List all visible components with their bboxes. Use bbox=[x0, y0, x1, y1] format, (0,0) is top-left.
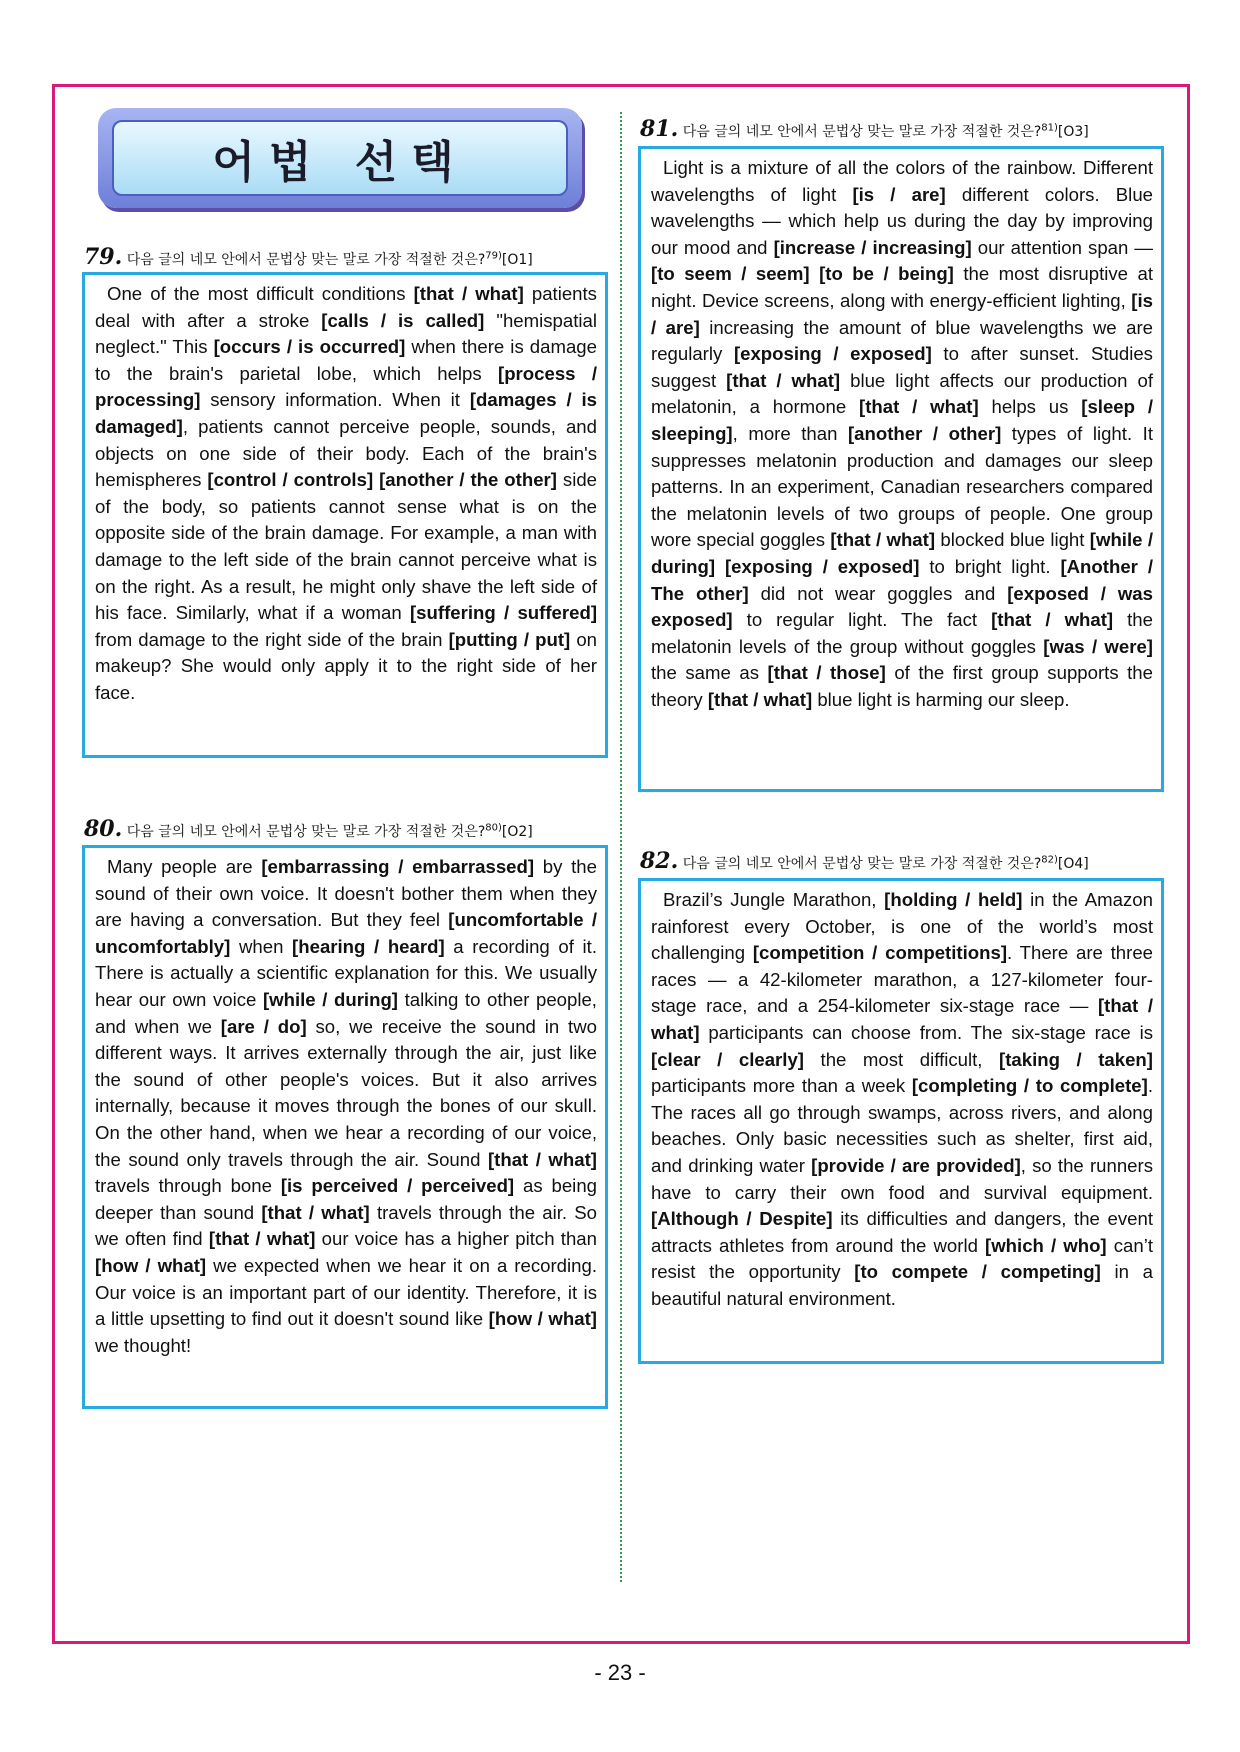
passage-segment: to bright light. bbox=[919, 555, 1061, 577]
question-code: [O4] bbox=[1057, 856, 1089, 872]
column-divider bbox=[620, 112, 622, 1582]
page-number: - 23 - bbox=[594, 1660, 646, 1685]
grammar-choice: [competition / competitions] bbox=[752, 942, 1008, 964]
passage-segment: "hemispatial neglect." This bbox=[95, 309, 597, 358]
grammar-choice: [that / what] bbox=[413, 283, 524, 304]
grammar-choice: [exposing / exposed] bbox=[733, 343, 932, 365]
question-80-header bbox=[84, 816, 533, 842]
question-code: [O1] bbox=[501, 252, 533, 268]
passage-segment: our voice has a higher pitch than bbox=[315, 1228, 597, 1250]
grammar-choice: [that / what] bbox=[487, 1148, 597, 1170]
grammar-choice: [another / the other] bbox=[379, 469, 557, 491]
passage-text bbox=[651, 155, 1153, 713]
question-code: [O2] bbox=[501, 824, 533, 840]
passage-segment: blue light is harming our sleep. bbox=[812, 688, 1070, 710]
grammar-choice: [increase / increasing] bbox=[773, 236, 972, 258]
grammar-choice: [that / what] bbox=[726, 369, 841, 391]
question-prompt: 다음 글의 네모 안에서 문법상 맞는 말로 가장 적절한 것은? bbox=[682, 856, 1042, 872]
question-79-header bbox=[84, 244, 533, 270]
passage-segment: travels through the air. So we often find bbox=[95, 1201, 597, 1250]
grammar-choice: [that / what] bbox=[651, 995, 1153, 1043]
passage-segment: travels through bone bbox=[95, 1175, 281, 1197]
grammar-choice: [Another / The other] bbox=[651, 555, 1153, 604]
passage-segment: , more than bbox=[732, 422, 848, 444]
grammar-choice: [how / what] bbox=[488, 1308, 597, 1330]
question-code: [O3] bbox=[1057, 124, 1089, 140]
question-81-header bbox=[640, 116, 1089, 142]
passage-segment: Brazil’s Jungle Marathon, bbox=[663, 889, 885, 910]
passage-segment: blocked blue light bbox=[935, 529, 1090, 551]
passage-segment: . The races all go through swamps, across rivers, and along beaches. Only basic necessities such as shelter, first aid, and drinking water bbox=[651, 1075, 1153, 1176]
grammar-choice: [while / during] bbox=[651, 529, 1153, 577]
grammar-choice: [calls / is called] bbox=[321, 309, 485, 331]
passage-segment: patients deal with after a stroke bbox=[95, 283, 597, 331]
grammar-choice: [that / those] bbox=[767, 662, 886, 684]
passage-segment: the most difficult, bbox=[804, 1048, 1000, 1070]
grammar-choice: [provide / are provided] bbox=[811, 1154, 1021, 1176]
passage-segment: side of the body, so patients cannot sense what is on the opposite side of the brain damage. For example, a man with damage to the left side of the brain cannot perceive what is on the right. As a result, he might only shave the left side of his face. Similarly, what if a woman bbox=[95, 469, 598, 624]
passage-segment: the same as bbox=[651, 662, 768, 684]
passage-segment: when bbox=[230, 935, 293, 957]
grammar-choice: [completing / to complete] bbox=[911, 1075, 1148, 1097]
passage-segment: types of light. It suppresses melatonin production and damages our sleep patterns. In an experiment, Canadian researchers compared the melatonin levels of two groups of people. One group wore special goggles bbox=[651, 422, 1153, 551]
grammar-choice: [uncomfortable / uncomfortably] bbox=[95, 909, 598, 957]
question-number: 81. bbox=[640, 116, 679, 142]
passage-segment: from damage to the right side of the brain bbox=[95, 628, 449, 650]
passage-segment: when there is damage to the brain's parietal lobe, which helps bbox=[95, 336, 597, 384]
question-ref: 81) bbox=[1041, 122, 1058, 134]
grammar-choice: [clear / clearly] bbox=[651, 1048, 804, 1070]
question-82-passage bbox=[638, 878, 1164, 1364]
grammar-choice: [is / are] bbox=[651, 289, 1153, 338]
grammar-choice: [hearing / heard] bbox=[292, 935, 445, 957]
passage-segment: sensory information. When it bbox=[200, 389, 470, 411]
grammar-choice: [was / were] bbox=[1043, 635, 1153, 657]
grammar-choice: [Although / Despite] bbox=[651, 1208, 833, 1230]
passage-segment: Light is a mixture of all the colors of the rainbow. Different wavelengths of light bbox=[651, 157, 1153, 205]
question-number: 79. bbox=[84, 244, 123, 270]
grammar-choice: [that / what] bbox=[859, 396, 979, 418]
passage-segment: participants can choose from. The six-stage race is bbox=[699, 1021, 1153, 1043]
grammar-choice: [embarrassing / embarrassed] bbox=[261, 856, 535, 877]
passage-segment bbox=[810, 263, 819, 284]
grammar-choice: [which / who] bbox=[985, 1234, 1107, 1256]
grammar-choice: [while / during] bbox=[262, 988, 398, 1010]
passage-segment: One of the most difficult conditions bbox=[107, 283, 414, 304]
question-number: 80. bbox=[84, 816, 123, 842]
passage-segment: we thought! bbox=[95, 1334, 192, 1356]
passage-segment: talking to other people, and when we bbox=[95, 988, 597, 1037]
passage-segment: Many people are bbox=[107, 856, 262, 877]
passage-segment: different colors. Blue wavelengths — which help us during the day by improving our mood and bbox=[651, 183, 1153, 258]
grammar-choice: [that / what] bbox=[707, 688, 813, 710]
title-inner bbox=[112, 120, 568, 196]
grammar-choice: [taking / taken] bbox=[999, 1048, 1153, 1070]
passage-text bbox=[651, 887, 1153, 1313]
question-79-passage bbox=[82, 272, 608, 758]
passage-segment: to after sunset. Studies suggest bbox=[651, 343, 1153, 391]
passage-segment: so, we receive the sound in two different ways. It arrives externally through the air, just like the sound of other people's voices. But it also arrives internally, because it moves through the bones of our skull. On the other hand, when we hear a recording of our voice, the sound only travels through the air. Sound bbox=[95, 1015, 597, 1170]
question-81-passage bbox=[638, 146, 1164, 792]
grammar-choice: [is perceived / perceived] bbox=[280, 1175, 515, 1197]
grammar-choice: [to seem / seem] bbox=[651, 263, 810, 285]
passage-segment: blue light affects our production of melatonin, a hormone bbox=[651, 369, 1153, 418]
passage-segment: , so the runners have to carry their own food and survival equipment. bbox=[651, 1154, 1153, 1203]
passage-text bbox=[95, 854, 597, 1359]
passage-segment: , patients cannot perceive people, sounds, and objects on one side of their body. Each of the brain's hemispheres bbox=[95, 415, 597, 491]
page-title: 어법 선택 bbox=[212, 137, 468, 188]
grammar-choice: [putting / put] bbox=[448, 628, 571, 650]
grammar-choice: [sleep / sleeping] bbox=[651, 396, 1154, 444]
passage-segment: its difficulties and dangers, the event attracts athletes from around the world bbox=[651, 1208, 1154, 1256]
passage-segment: did not wear goggles and bbox=[748, 582, 1008, 604]
grammar-choice: [how / what] bbox=[95, 1254, 207, 1276]
passage-segment bbox=[715, 556, 725, 577]
grammar-choice: [exposing / exposed] bbox=[724, 555, 920, 577]
title-banner bbox=[98, 108, 582, 208]
passage-segment: as being deeper than sound bbox=[95, 1175, 597, 1223]
grammar-choice: [suffering / suffered] bbox=[409, 602, 598, 624]
grammar-choice: [control / controls] bbox=[207, 469, 374, 491]
question-prompt: 다음 글의 네모 안에서 문법상 맞는 말로 가장 적절한 것은? bbox=[126, 824, 486, 840]
grammar-choice: [to be / being] bbox=[819, 263, 954, 285]
grammar-choice: [to compete / competing] bbox=[854, 1261, 1101, 1283]
grammar-choice: [is / are] bbox=[852, 183, 946, 205]
passage-segment: participants more than a week bbox=[651, 1075, 912, 1097]
grammar-choice: [that / what] bbox=[261, 1201, 370, 1223]
grammar-choice: [occurs / is occurred] bbox=[213, 336, 406, 358]
passage-text bbox=[95, 281, 597, 707]
question-ref: 79) bbox=[485, 250, 502, 262]
passage-segment: on makeup? She would only apply it to the right side of her face. bbox=[95, 628, 597, 703]
passage-segment: by the sound of their own voice. It doesn't bother them when they are having a conversation. But they feel bbox=[95, 856, 597, 931]
passage-segment: helps us bbox=[978, 396, 1082, 418]
question-number: 82. bbox=[640, 848, 679, 874]
passage-segment: in the Amazon rainforest every October, is one of the world’s most challenging bbox=[651, 889, 1153, 964]
question-prompt: 다음 글의 네모 안에서 문법상 맞는 말로 가장 적절한 것은? bbox=[682, 124, 1042, 140]
grammar-choice: [damages / is damaged] bbox=[95, 389, 598, 437]
grammar-choice: [process / processing] bbox=[95, 362, 597, 411]
question-82-header bbox=[640, 848, 1089, 874]
passage-segment: the melatonin levels of the group without goggles bbox=[651, 609, 1153, 657]
passage-segment: . There are three races — a 42-kilometer marathon, a 127-kilometer four-stage race, and a 254-kilometer six-stage race — bbox=[651, 942, 1154, 1017]
question-ref: 80) bbox=[485, 822, 502, 834]
passage-segment: we expected when we hear it on a recording. Our voice is an important part of our identity. Therefore, it is a little upsetting to find out it doesn't sound like bbox=[95, 1254, 597, 1330]
grammar-choice: [that / what] bbox=[830, 529, 936, 551]
passage-segment: our attention span — bbox=[971, 236, 1153, 258]
grammar-choice: [another / other] bbox=[847, 422, 1002, 444]
passage-segment: can’t resist the opportunity bbox=[651, 1234, 1153, 1283]
grammar-choice: [that / what] bbox=[208, 1228, 316, 1250]
grammar-choice: [exposed / was exposed] bbox=[651, 582, 1153, 631]
passage-segment: increasing the amount of blue wavelengths we are regularly bbox=[651, 316, 1153, 365]
question-80-passage bbox=[82, 845, 608, 1409]
passage-segment: in a beautiful natural environment. bbox=[651, 1261, 1153, 1309]
passage-segment: a recording of it. There is actually a scientific explanation for this. We usually hear our own voice bbox=[95, 935, 597, 1010]
grammar-choice: [that / what] bbox=[991, 609, 1114, 631]
grammar-choice: [are / do] bbox=[220, 1015, 307, 1037]
passage-segment: the most disruptive at night. Device screens, along with energy-efficient lighting, bbox=[651, 263, 1153, 311]
passage-segment: to regular light. The fact bbox=[732, 609, 992, 631]
passage-segment: of the first group supports the theory bbox=[651, 662, 1153, 710]
question-prompt: 다음 글의 네모 안에서 문법상 맞는 말로 가장 적절한 것은? bbox=[126, 252, 486, 268]
question-ref: 82) bbox=[1041, 854, 1058, 866]
grammar-choice: [holding / held] bbox=[884, 889, 1023, 910]
